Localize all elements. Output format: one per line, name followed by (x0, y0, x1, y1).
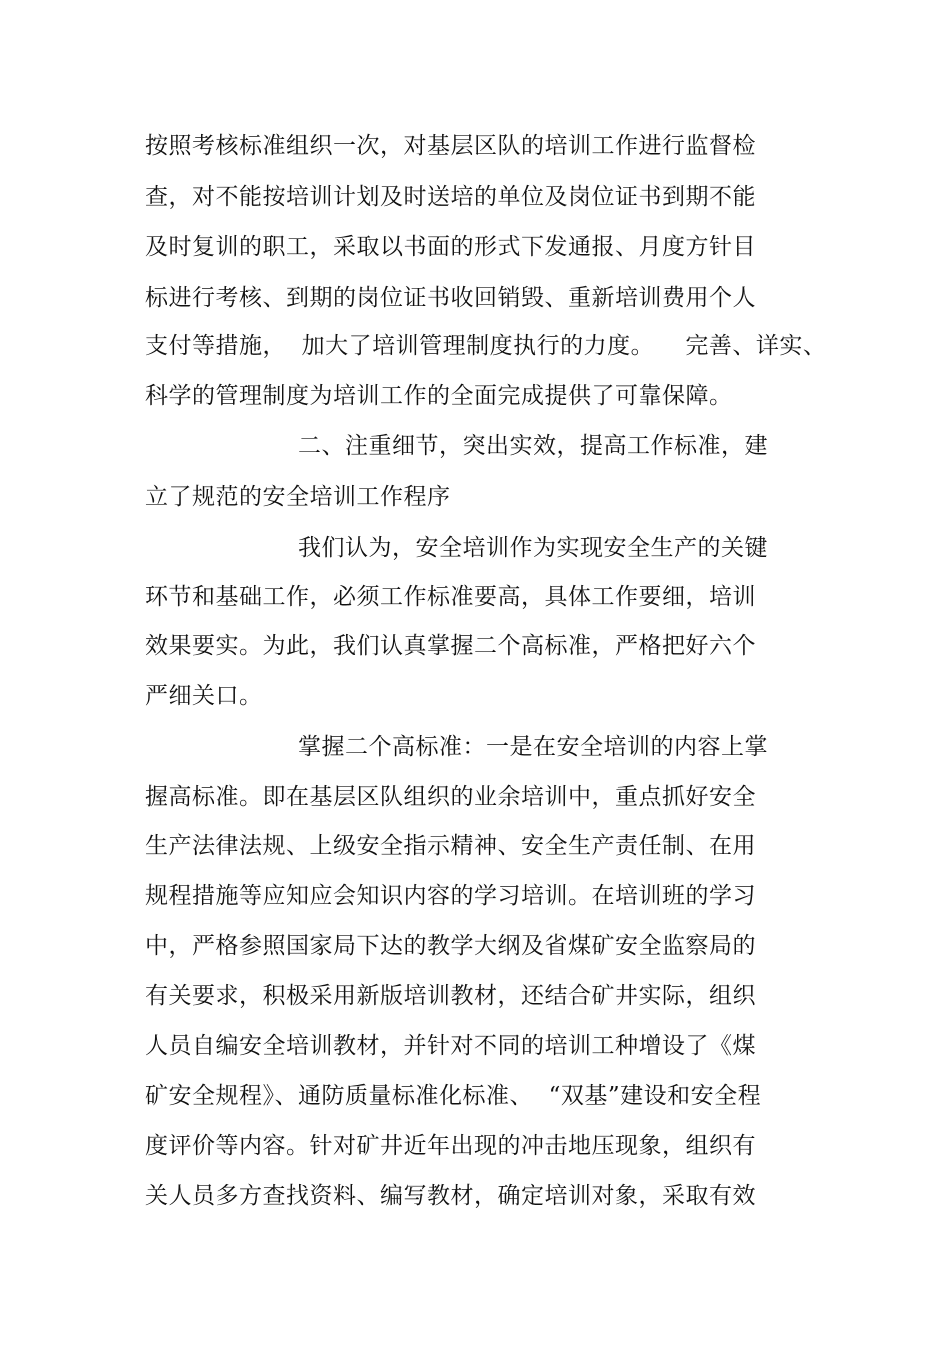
section-heading-line-1: 二、注重细节，突出实效，提高工作标准，建 (298, 433, 768, 459)
text-line-17: 中，严格参照国家局下达的教学大纲及省煤矿安全监察局的 (145, 933, 756, 959)
text-line-10: 环节和基础工作，必须工作标准要高，具体工作要细，培训 (145, 584, 756, 610)
text-line-12: 严细关口。 (145, 683, 263, 709)
text-line-5: 支付等措施， 加大了培训管理制度执行的力度。 完善、详实、 (145, 333, 827, 359)
text-line-6: 科学的管理制度为培训工作的全面完成提供了可靠保障。 (145, 383, 733, 409)
text-line-21: 度评价等内容。针对矿井近年出现的冲击地压现象，组织有 (145, 1133, 756, 1159)
text-line-1: 按照考核标准组织一次，对基层区队的培训工作进行监督检 (145, 133, 756, 159)
text-line-11: 效果要实。为此，我们认真掌握二个高标准，严格把好六个 (145, 633, 756, 659)
text-line-22: 关人员多方查找资料、编写教材，确定培训对象，采取有效 (145, 1183, 756, 1209)
text-line-4: 标进行考核、到期的岗位证书收回销毁、重新培训费用个人 (145, 285, 756, 311)
text-line-14: 握高标准。即在基层区队组织的业余培训中，重点抓好安全 (145, 784, 756, 810)
text-line-2: 查，对不能按培训计划及时送培的单位及岗位证书到期不能 (145, 184, 756, 210)
text-line-19: 人员自编安全培训教材，并针对不同的培训工种增设了《煤 (145, 1033, 756, 1059)
text-line-20: 矿安全规程》、通防质量标准化标准、 “双基”建设和安全程 (145, 1083, 762, 1109)
text-line-13: 掌握二个高标准：一是在安全培训的内容上掌 (298, 734, 768, 760)
text-line-9: 我们认为，安全培训作为实现安全生产的关键 (298, 535, 768, 561)
text-line-18: 有关要求，积极采用新版培训教材，还结合矿井实际，组织 (145, 983, 756, 1009)
section-heading-line-2: 立了规范的安全培训工作程序 (145, 484, 451, 510)
text-line-3: 及时复训的职工，采取以书面的形式下发通报、月度方针目 (145, 234, 756, 260)
text-line-16: 规程措施等应知应会知识内容的学习培训。在培训班的学习 (145, 883, 756, 909)
text-line-15: 生产法律法规、上级安全指示精神、安全生产责任制、在用 (145, 833, 756, 859)
